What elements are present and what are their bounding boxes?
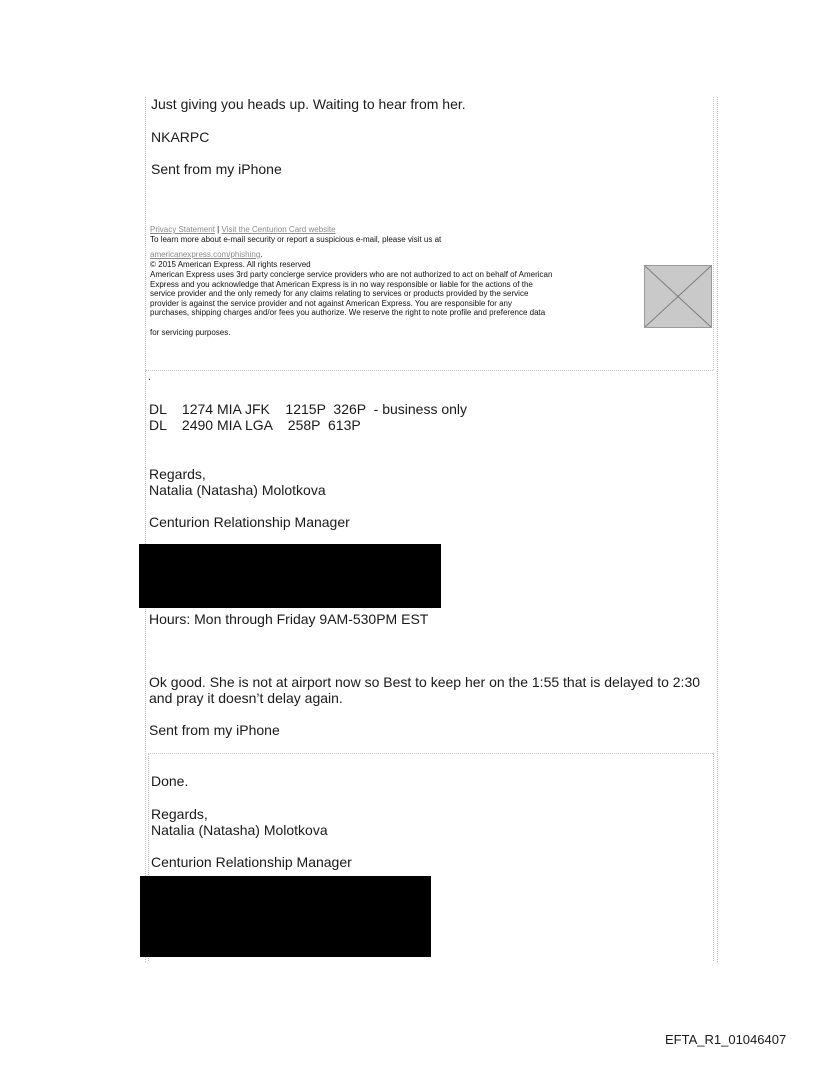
office-hours: Hours: Mon through Friday 9AM-530PM EST [149,611,429,627]
disclaimer-line: American Express uses 3rd party concierge service providers who are not authorized to act on behalf of American [150,270,553,279]
upper-box-bottom-border [145,370,713,371]
phishing-row [150,250,263,260]
sender-initials: NKARPC [151,129,210,145]
regards: Regards, [149,466,206,482]
broken-image-placeholder [644,265,712,328]
redaction-block [140,876,431,957]
sender-name: Natalia (Natasha) Molotkova [151,822,328,838]
image-x-icon [645,266,711,327]
disclaimer-line: Express and you acknowledge that American Express is in no way responsible or liable for the actions of the [150,279,533,289]
sent-from-iphone: Sent from my iPhone [149,722,280,738]
sender-title: Centurion Relationship Manager [149,514,350,530]
quote-box-right [713,753,714,961]
disclaimer-line: provider is against the service provider and not against American Express. You are responsible for any [150,298,512,308]
disclaimer-line: for servicing purposes. [150,328,231,337]
sender-title: Centurion Relationship Manager [151,854,352,870]
centurion-card-website-link[interactable]: Visit the Centurion Card website [221,225,336,234]
phishing-period: . [260,250,263,259]
sent-from-iphone: Sent from my iPhone [151,161,282,177]
disclaimer-line: purchases, shipping charges and/or fees you authorize. We reserve the right to note profile and preference data [150,308,546,317]
outer-frame-left [145,97,146,962]
message-line: Just giving you heads up. Waiting to hear from her. [151,96,466,112]
security-notice: To learn more about e-mail security or report a suspicious e-mail, please visit us at [150,235,442,244]
page-identifier: EFTA_R1_01046407 [665,1032,787,1047]
footer-links-row [150,225,336,235]
outer-frame-right [717,97,718,962]
link-separator: | [217,225,220,234]
sender-name: Natalia (Natasha) Molotkova [149,482,326,498]
message-line: Ok good. She is not at airport now so Best to keep her on the 1:55 that is delayed to 2:30 [149,674,701,690]
regards: Regards, [151,806,208,822]
done-message: Done. [151,773,189,789]
privacy-statement-link[interactable]: Privacy Statement [150,225,215,234]
inner-frame-right [713,97,714,370]
flight-line: DL 2490 MIA LGA 258P 613P [149,417,361,433]
dot-separator: . [148,372,151,383]
copyright-notice: © 2015 American Express. All rights reserved [150,260,311,269]
quote-box-top-border [148,753,713,754]
redaction-block [139,544,441,608]
message-line: and pray it doesn’t delay again. [149,690,343,706]
flight-line: DL 1274 MIA JFK 1215P 326P - business only [149,401,468,417]
phishing-link[interactable]: americanexpress.com/phishing [150,250,261,259]
disclaimer-line: service provider and the only remedy for any claims relating to services or products provided by the service [150,289,529,298]
